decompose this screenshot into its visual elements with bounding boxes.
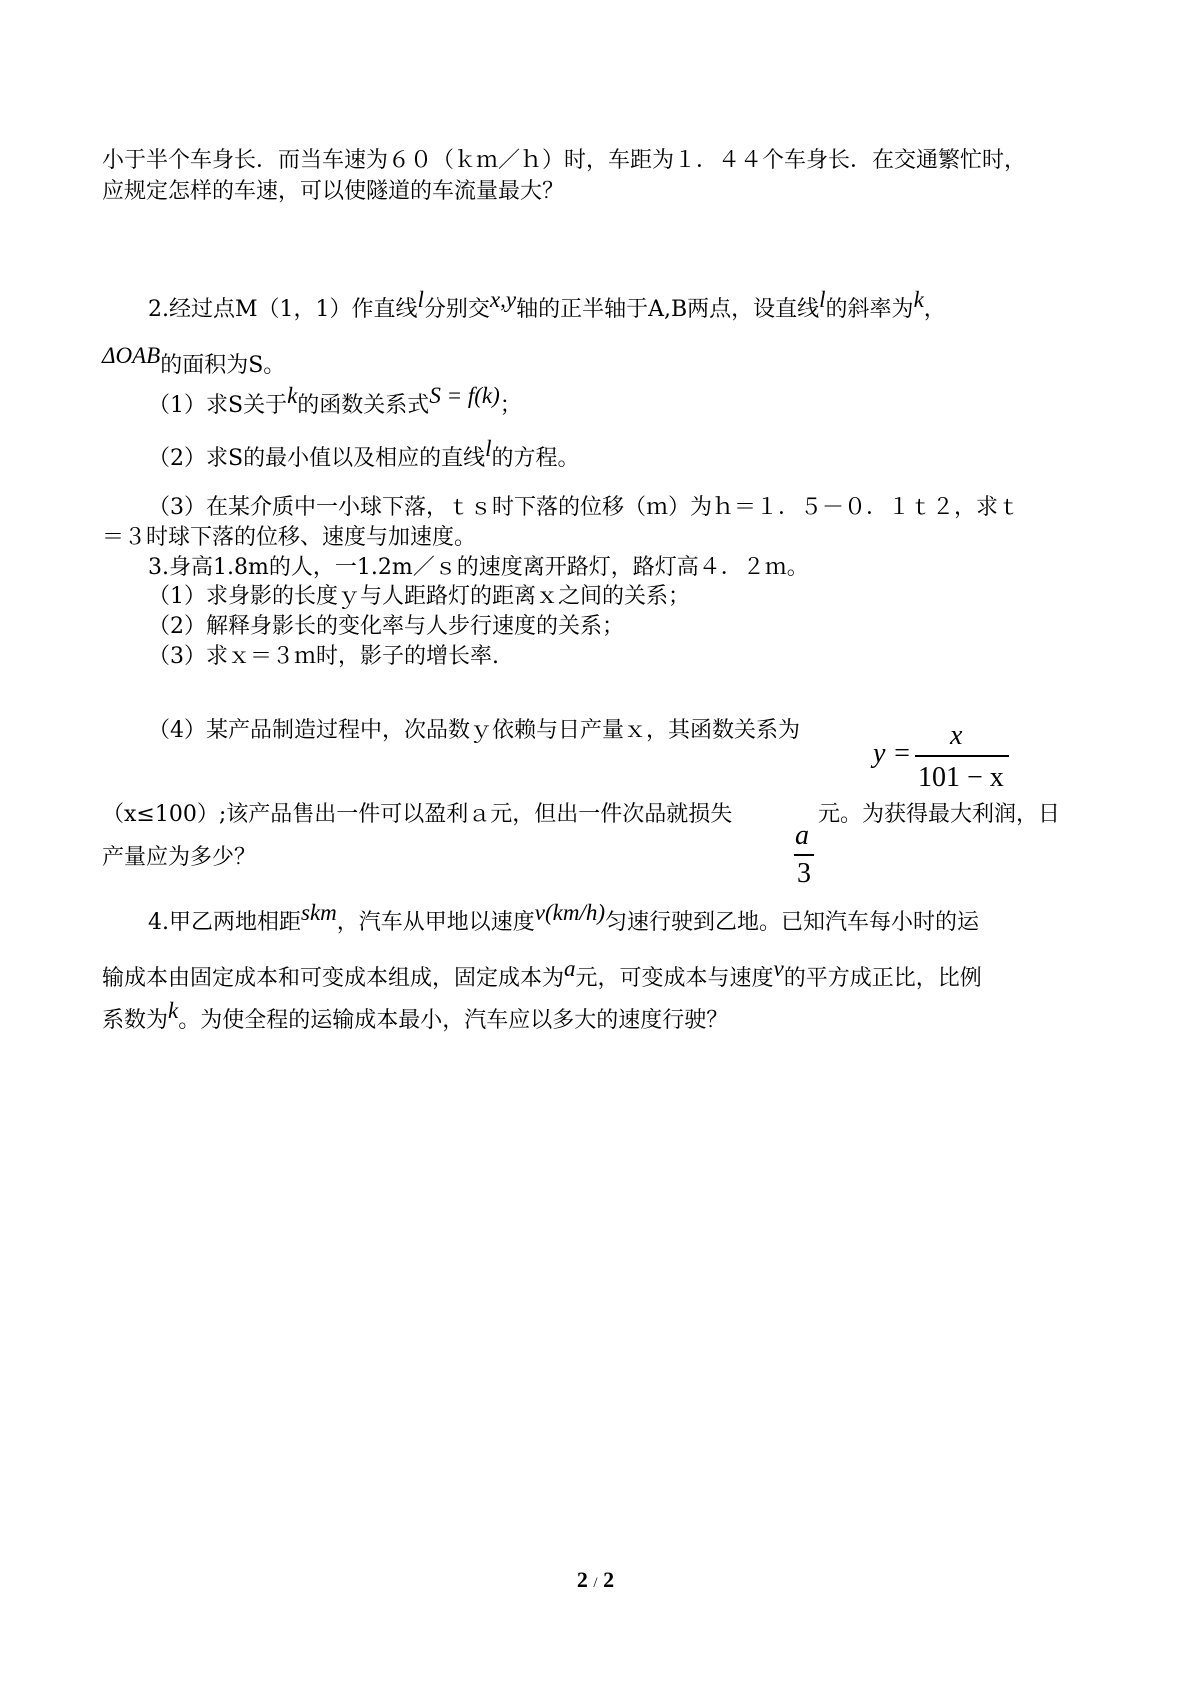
problem-3-q2: （2）解释身影长的变化率与人步行速度的关系； — [148, 614, 624, 639]
text: 输成本由固定成本和可变成本组成，固定成本为 — [102, 966, 565, 991]
math-v: v — [773, 956, 784, 981]
problem-2-q2 — [148, 436, 580, 474]
text-line: 应规定怎样的车速，可以使隧道的车流量最大？ — [102, 179, 565, 204]
text: 的方程。 — [491, 446, 580, 471]
math-l: l — [417, 287, 424, 312]
page-number — [0, 1567, 1191, 1593]
math-k: k — [287, 383, 298, 408]
fraction-numerator: a — [795, 820, 809, 851]
text: ； — [499, 393, 522, 418]
fraction-bar — [915, 755, 1009, 757]
text: 。为使全程的运输成本最小，汽车应以多大的速度行驶？ — [178, 1008, 729, 1033]
text: 的斜率为 — [825, 297, 914, 322]
text: （2）求S的最小值以及相应的直线 — [148, 446, 486, 471]
problem-3-q3: （3）求ｘ＝３ｍ时，影子的增长率. — [148, 644, 499, 669]
problem-2-line — [102, 343, 286, 381]
problem-4-line — [102, 998, 729, 1036]
problem-3-q4: （4）某产品制造过程中，次品数ｙ依赖与日产量ｘ，其函数关系为 — [148, 718, 800, 743]
fraction-numerator: x — [950, 720, 963, 751]
page-current: 2 — [576, 1567, 588, 1592]
text: 轴的正半轴于A,B两点，设直线 — [516, 297, 820, 322]
page-total: 2 — [603, 1567, 615, 1592]
math-xy: x,y — [489, 287, 517, 312]
fraction-denominator: 3 — [797, 858, 811, 889]
problem-2-q3: （3）在某介质中一小球下落，ｔｓ时下落的位移（ｍ）为ｈ＝１．５－０．１ｔ２，求ｔ — [148, 495, 1020, 520]
problem-3-q4-cont: （x≤100）;该产品售出一件可以盈利ａ元，但出一件次品就损失 — [102, 802, 733, 827]
problem-2-q3-cont: ＝３时球下落的位移、速度与加速度。 — [102, 525, 477, 550]
text: 分别交 — [423, 297, 490, 322]
page-separator: / — [593, 1575, 598, 1591]
text: 元，可变成本与速度 — [575, 966, 774, 991]
math-v: v(km/h) — [534, 900, 606, 925]
problem-3-q1: （1）求身影的长度ｙ与人距路灯的距离ｘ之间的关系； — [148, 584, 690, 609]
problem-3-q4-cont: 元。为获得最大利润，日 — [818, 802, 1061, 827]
text: 的函数关系式 — [297, 393, 430, 418]
text: 系数为 — [102, 1008, 169, 1033]
problem-2-line — [148, 287, 946, 325]
text: 2.经过点M（1，1）作直线 — [148, 297, 418, 322]
text: 4.甲乙两地相距 — [148, 910, 301, 935]
fraction-bar — [794, 854, 814, 856]
math-skm: skm — [301, 900, 337, 925]
math-a: a — [564, 956, 576, 981]
text: 匀速行驶到乙地。已知汽车每小时的运 — [605, 910, 980, 935]
problem-2-q1 — [148, 383, 522, 421]
problem-4-line — [148, 900, 980, 938]
math-k: k — [168, 998, 179, 1023]
math-k: k — [913, 287, 924, 312]
problem-3-q4-end: 产量应为多少？ — [102, 845, 257, 870]
text: 的面积为S。 — [160, 353, 286, 378]
text: ， — [923, 297, 946, 322]
math-l: l — [485, 436, 492, 461]
math-sf: S = f(k) — [429, 383, 500, 408]
fraction-denominator: 101 − x — [918, 762, 1004, 793]
text: 的平方成正比，比例 — [783, 966, 982, 991]
math-l: l — [819, 287, 826, 312]
text: （1）求S关于 — [148, 393, 288, 418]
text-line: 小于半个车身长．而当车速为６０（ｋｍ／ｈ）时，车距为１．４４个车身长．在交通繁忙时， — [102, 148, 1027, 173]
text: ，汽车从甲地以速度 — [336, 910, 535, 935]
math-oab: ΔOAB — [102, 343, 161, 368]
problem-3-title: 3.身高1.8m的人，一1.2m／ｓ的速度离开路灯，路灯高４．２ｍ。 — [148, 555, 809, 580]
problem-4-line — [102, 956, 982, 994]
fraction-lhs: y = — [873, 738, 912, 769]
